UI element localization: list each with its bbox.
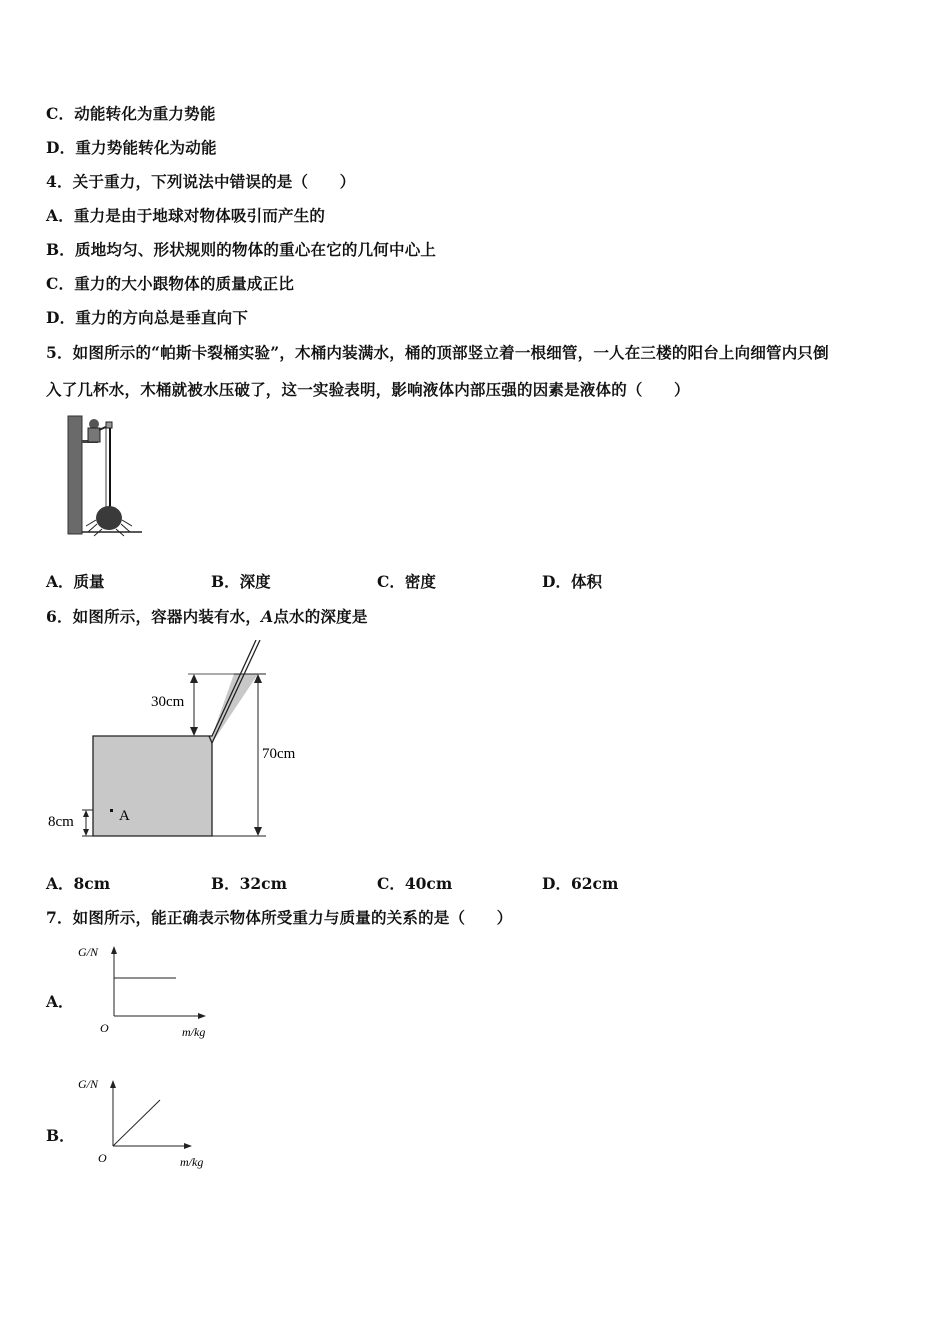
q7-graph-a <box>74 940 224 1040</box>
q7-option-b: B． <box>46 1126 75 1145</box>
q6-option-c: C．40cm <box>377 874 453 893</box>
q4-stem: 4．关于重力，下列说法中错误的是（ ） <box>46 172 356 191</box>
q6-stem <box>46 605 368 627</box>
q5-option-a: A．质量 <box>46 572 105 591</box>
q5-option-c: C．密度 <box>377 572 436 591</box>
q7-stem: 7．如图所示，能正确表示物体所受重力与质量的关系的是（ ） <box>46 908 513 927</box>
q6-stem-post: 点水的深度是 <box>273 607 368 626</box>
prev-option-d: D．重力势能转化为动能 <box>46 138 217 157</box>
q6-stem-pre: 6．如图所示，容器内装有水， <box>46 607 262 626</box>
q7-option-a: A． <box>46 992 74 1011</box>
q6-option-d: D．62cm <box>542 874 619 893</box>
label-30cm: 30cm <box>151 694 185 710</box>
q6-option-b: B．32cm <box>211 874 288 893</box>
q5-option-b: B．深度 <box>211 572 271 591</box>
graph-a-origin: O <box>100 1021 109 1035</box>
label-point-a: A <box>119 808 130 824</box>
graph-b-origin: O <box>98 1151 107 1165</box>
prev-option-c: C．动能转化为重力势能 <box>46 104 216 123</box>
q5-option-d: D．体积 <box>542 572 602 591</box>
pascal-barrel-figure <box>66 414 146 538</box>
q4-option-b: B．质地均匀、形状规则的物体的重心在它的几何中心上 <box>46 240 437 259</box>
graph-a-xlabel: m/kg <box>182 1025 206 1039</box>
q4-option-d: D．重力的方向总是垂直向下 <box>46 308 249 327</box>
q6-option-a: A．8cm <box>46 874 111 893</box>
q5-stem-line2: 入了几杯水，木桶就被水压破了，这一实验表明，影响液体内部压强的因素是液体的（ ） <box>46 380 690 399</box>
q4-option-a: A．重力是由于地球对物体吸引而产生的 <box>46 206 326 225</box>
q4-option-c: C．重力的大小跟物体的质量成正比 <box>46 274 295 293</box>
graph-b-ylabel: G/N <box>78 1077 99 1091</box>
label-70cm: 70cm <box>262 746 296 762</box>
q5-stem-line1: 5．如图所示的“帕斯卡裂桶实验”，木桶内装满水，桶的顶部竖立着一根细管，一人在三楼的阳台上向细管内只倒 <box>46 343 829 362</box>
graph-a-ylabel: G/N <box>78 945 99 959</box>
label-8cm: 8cm <box>48 814 74 830</box>
graph-b-xlabel: m/kg <box>180 1155 204 1169</box>
q6-point-label: A <box>261 607 274 626</box>
container-figure <box>46 640 316 845</box>
q7-graph-b <box>74 1074 224 1174</box>
